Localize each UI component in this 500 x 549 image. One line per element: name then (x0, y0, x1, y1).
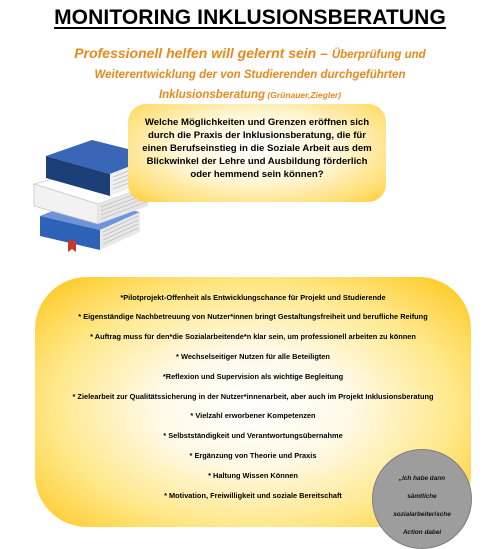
page-title: MONITORING INKLUSIONSBERATUNG (54, 6, 446, 29)
quote-line: Action dabei (402, 529, 442, 536)
research-question-text: Welche Möglichkeiten und Grenzen eröffnen sich durch die Praxis der Inklusionsberatung, die für einen Berufseinstieg in die Soziale Arbeit aus dem Blickwinkel der Lehre und Ausbildung förderlich oder hemmend sein können? (142, 117, 372, 181)
quote-line: sozialarbeiterische (393, 511, 451, 518)
findings-item: * Motivation, Freiwilligkeit und soziale Bereitschaft (164, 491, 342, 500)
findings-item: * Eigenständige Nachbetreuung von Nutzer*innen bringt Gestaltungsfreiheit und berufliche Reifung (78, 312, 428, 321)
findings-item: * Auftrag muss für den*die Sozialarbeitende*n klar sein, um professionell arbeiten zu können (90, 332, 416, 341)
research-question-box (128, 104, 386, 202)
subtitle-rest: Überprüfung und Weiterentwicklung der von Studierenden durchgeführten Inklusionsberatung (94, 49, 426, 101)
quote-line: „Ich habe dann (398, 475, 446, 482)
subtitle-authors: (Grünauer,Ziegler) (265, 90, 342, 100)
findings-item: * Vielzahl erworbener Kompetenzen (190, 411, 316, 420)
quote-bubble (372, 449, 472, 549)
subtitle-lead: Professionell helfen will gelernt sein – (74, 45, 332, 61)
findings-item: * Zielearbeit zur Qualitätssicherung in der Nutzer*innenarbeit, aber auch im Projekt Inklusionsberatung (72, 392, 434, 401)
findings-item: * Haltung Wissen Können (208, 471, 298, 480)
quote-line: sämtliche (407, 493, 437, 500)
findings-item: *Pilotprojekt-Offenheit als Entwicklungschance für Projekt und Studierende (120, 293, 386, 302)
findings-item: * Ergänzung von Theorie und Praxis (189, 451, 317, 460)
page-subtitle (40, 44, 460, 104)
findings-item: * Wechselseitiger Nutzen für alle Beteiligten (176, 352, 330, 361)
findings-item: *Reflexion und Supervision als wichtige Begleitung (162, 372, 344, 381)
findings-item: * Selbstständigkeit und Verantwortungsübernahme (163, 431, 343, 440)
